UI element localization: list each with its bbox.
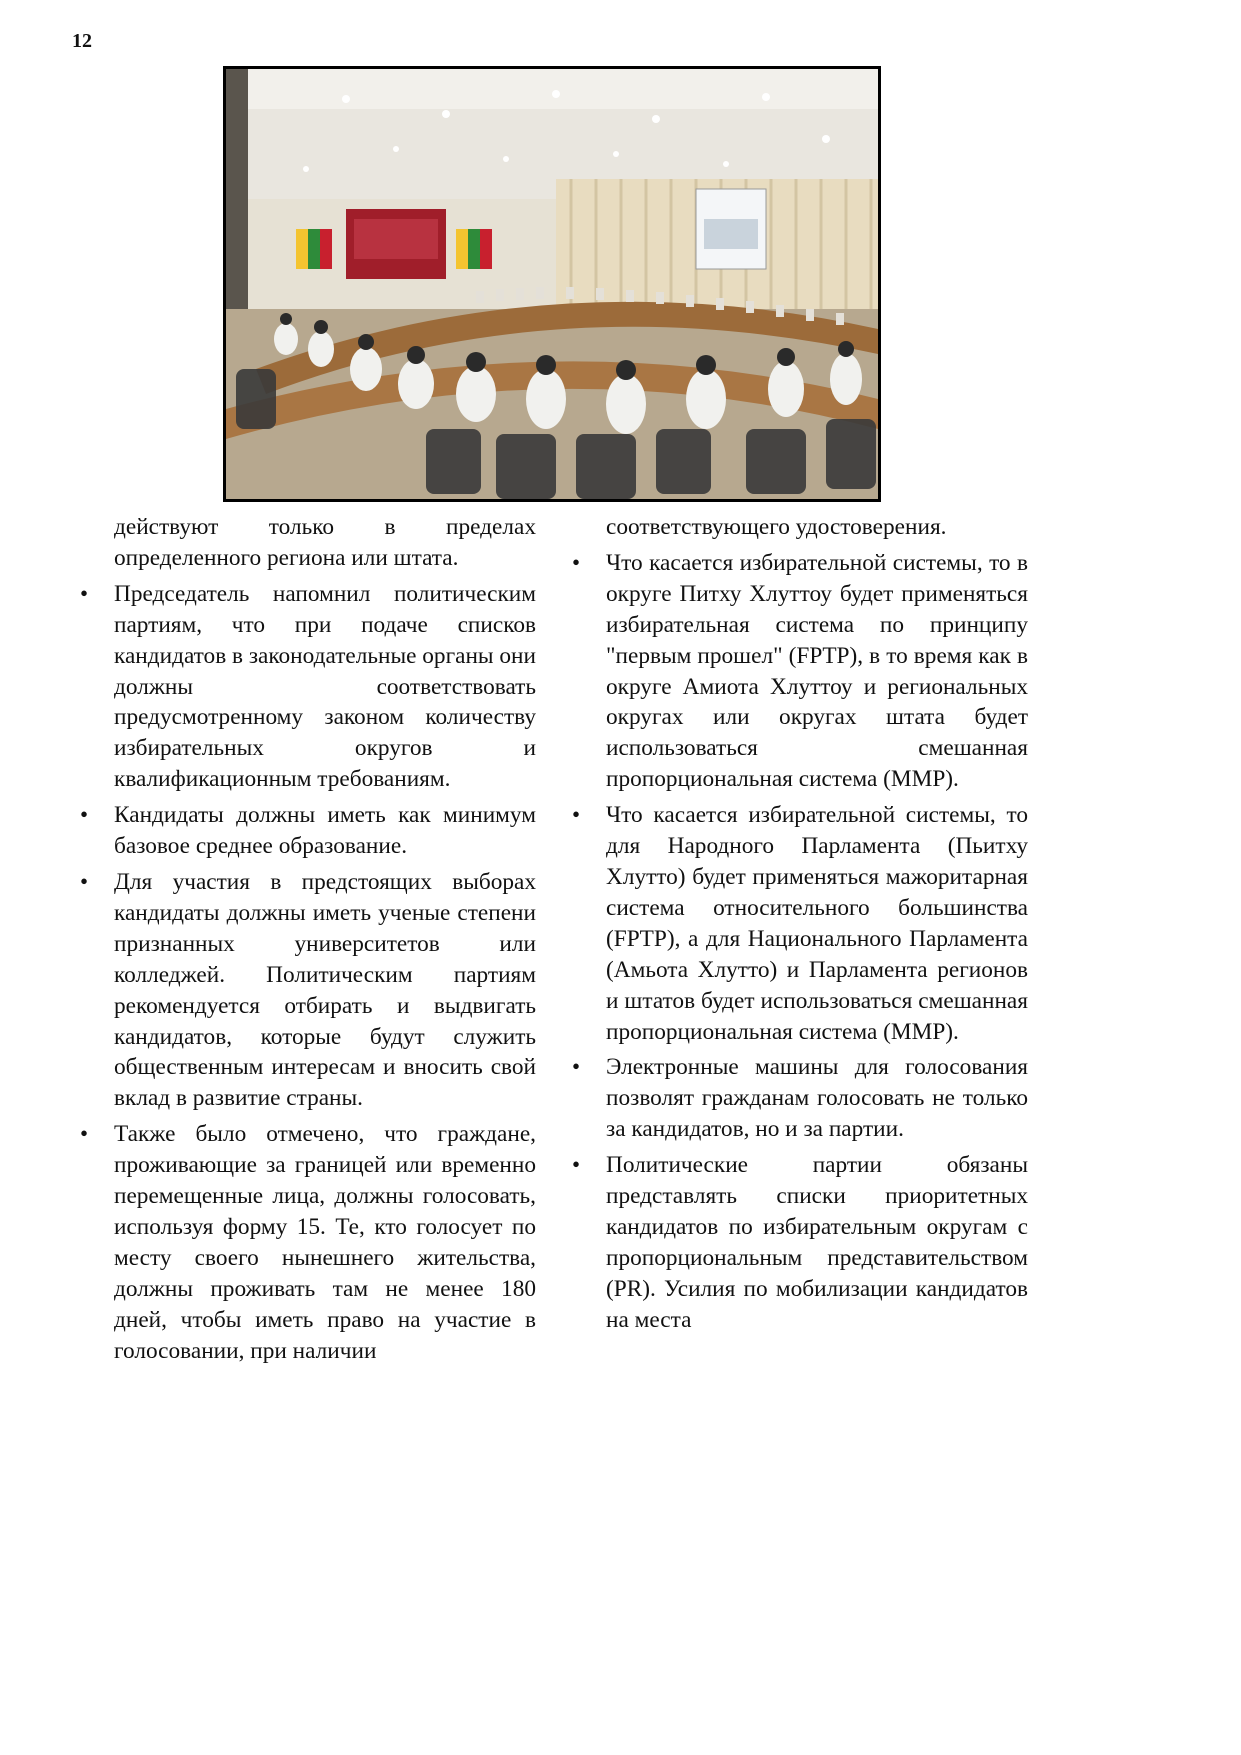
bullet-icon: •: [80, 802, 89, 828]
list-item: [570, 1150, 1028, 1335]
bullet-icon: •: [80, 868, 89, 894]
list-item: [570, 800, 1028, 1047]
list-item: [570, 548, 1028, 795]
list-item-text: Председатель напомнил политическим партиям, что при подаче списков кандидатов в законодательные органы они должны соответствовать предусмотренному законом количеству избирательных округов и квалификационным требованиям.: [114, 580, 536, 793]
bullet-icon: •: [80, 580, 89, 606]
right-column: [570, 512, 1028, 1341]
list-item: [570, 1052, 1028, 1145]
right-continuation-text: соответствующего удостоверения.: [606, 514, 947, 540]
list-item-text: Также было отмечено, что граждане, проживающие за границей или временно перемещенные лица, должны голосовать, используя форму 15. Те, кто голосует по месту своего нынешнего жительства, должны проживать там не менее 180 дней, чтобы иметь право на участие в голосовании, при наличии: [114, 1121, 536, 1364]
list-item-text: Кандидаты должны иметь как минимум базовое среднее образование.: [114, 802, 536, 860]
bullet-icon: •: [80, 1121, 89, 1147]
right-bullet-list: [570, 548, 1028, 1336]
left-continuation-text: действуют только в пределах определенного региона или штата.: [114, 514, 536, 571]
bullet-icon: •: [572, 1152, 581, 1178]
left-column: [78, 512, 536, 1371]
list-item: [78, 579, 536, 795]
left-bullet-list: [78, 579, 536, 1367]
bullet-icon: •: [572, 549, 581, 575]
conference-hall-image: [226, 69, 878, 499]
list-item-text: Что касается избирательной системы, то в округе Питху Хлуттоу будет применяться избирательная система по принципу "первым прошел" (FPTP), в то время как в округе Амиота Хлуттоу и региональных округах или округах штата будет использоваться смешанная пропорциональная система (MMP).: [606, 549, 1028, 793]
list-item: [78, 1119, 536, 1366]
list-item-text: Что касается избирательной системы, то для Народного Парламента (Пьитху Хлутто) будет применяться мажоритарная система относительного большинства (FPTP), а для Национального Парламента (Амьота Хлутто) и Парламента регионов и штатов будет использоваться смешанная пропорциональная система (MMP).: [606, 802, 1028, 1045]
list-item: [78, 867, 536, 1114]
list-item-text: Для участия в предстоящих выборах кандидаты должны иметь ученые степени признанных университетов или колледжей. Политическим партиям рекомендуется отбирать и выдвигать кандидатов, которые будут служить общественным интересам и вносить свой вклад в развитие страны.: [114, 868, 536, 1112]
bullet-icon: •: [572, 802, 581, 828]
bullet-icon: •: [572, 1054, 581, 1080]
list-item-text: Электронные машины для голосования позволят гражданам голосовать не только за кандидатов, но и за партии.: [606, 1054, 1028, 1143]
list-item: [78, 800, 536, 862]
list-item-text: Политические партии обязаны представлять списки приоритетных кандидатов по избирательным округам с пропорциональным представительством (PR). Усилия по мобилизации кандидатов на места: [606, 1152, 1028, 1333]
page-number: 12: [72, 30, 92, 52]
meeting-photo: [223, 66, 881, 502]
